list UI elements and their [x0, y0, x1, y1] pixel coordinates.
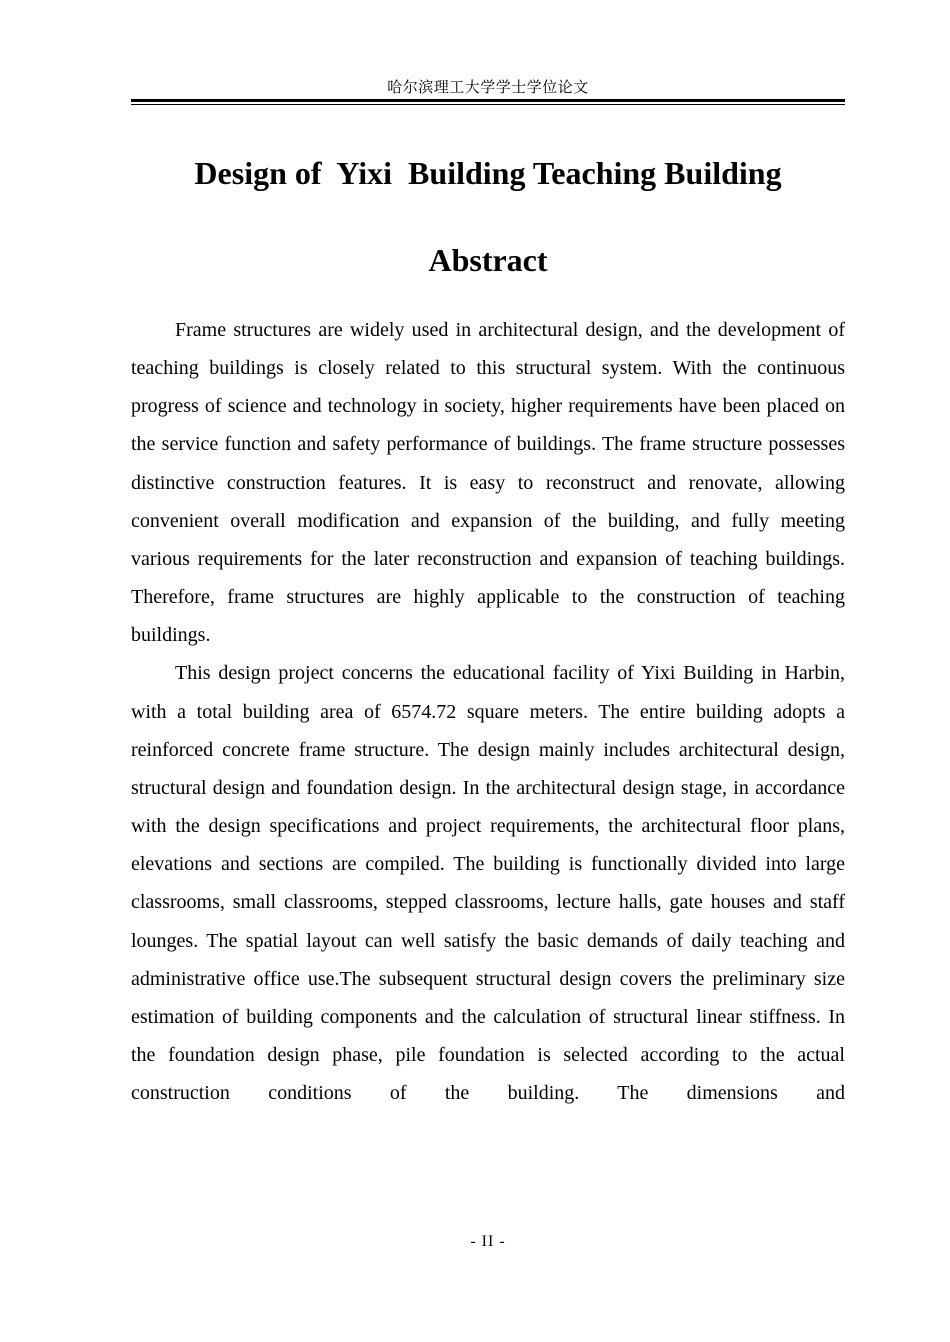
header-rule-thin [131, 104, 845, 105]
running-header: 哈尔滨理工大学学士学位论文 [387, 80, 589, 96]
thesis-title: Design of Yixi Building Teaching Building [194, 155, 782, 191]
abstract-body [131, 311, 845, 1112]
abstract-paragraph-2: This design project concerns the educational facility of Yixi Building in Harbin, with a total building area of 6574.72 square meters. The entire building adopts a reinforced concrete frame structure. The design mainly includes architectural design, structural design and foundation design. In the architectural design stage, in accordance with the design specifications and project requirements, the architectural floor plans, elevations and sections are compiled. The building is functionally divided into large classrooms, small classrooms, stepped classrooms, lecture halls, gate houses and staff lounges. The spatial layout can well satisfy the basic demands of daily teaching and administrative office use.The subsequent structural design covers the preliminary size estimation of building components and the calculation of structural linear stiffness. In the foundation design phase, pile foundation is selected according to the actual construction conditions of the building. The dimensions and [131, 662, 845, 1105]
header-rule-thick [131, 99, 845, 102]
abstract-heading: Abstract [428, 242, 548, 278]
abstract-paragraph-1: Frame structures are widely used in architectural design, and the development of teaching buildings is closely related to this structural system. With the continuous progress of science and technology in society, higher requirements have been placed on the service function and safety performance of buildings. The frame structure possesses distinctive construction features. It is easy to reconstruct and renovate, allowing convenient overall modification and expansion of the building, and fully meeting various requirements for the later reconstruction and expansion of teaching buildings. Therefore, frame structures are highly applicable to the construction of teaching buildings. [131, 319, 845, 647]
page-number: - II - [470, 1233, 506, 1250]
